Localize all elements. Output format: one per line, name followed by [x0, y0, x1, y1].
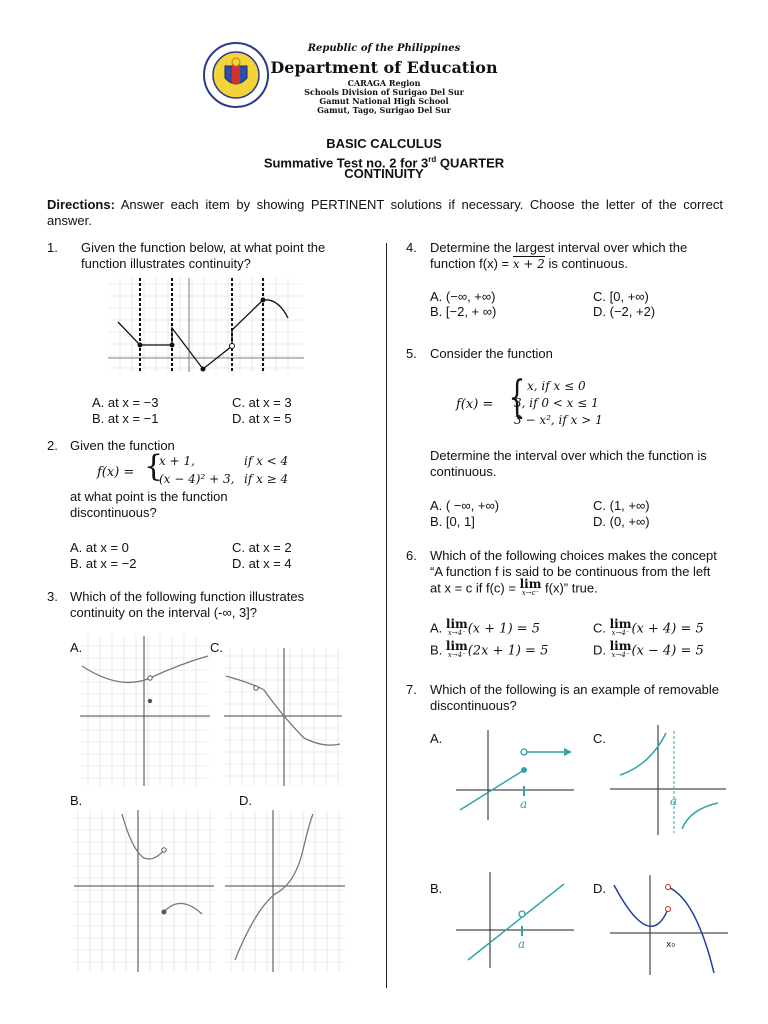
q7-b-label-a: a: [518, 937, 526, 951]
q3-option-b[interactable]: B.: [70, 793, 83, 808]
q5-piece-2: 3, if 0 < x ≤ 1: [514, 396, 599, 410]
republic-line: Republic of the Philippines: [307, 43, 461, 54]
q1-option-a[interactable]: A. at x = −3: [92, 395, 159, 410]
q7-graph-b: [456, 872, 574, 968]
q7-text: Which of the following is an example of removable discontinuous?: [430, 682, 720, 713]
address-line: Gamut, Tago, Surigao Del Sur: [317, 105, 451, 115]
q4-number: 4.: [406, 240, 417, 255]
department-name: Department of Education: [270, 58, 498, 77]
q1-option-b[interactable]: B. at x = −1: [92, 411, 159, 426]
q5-number: 5.: [406, 346, 417, 361]
q6-option-b[interactable]: B. lim x→4⁻ (2x + 1) = 5: [430, 639, 549, 659]
q5-option-d[interactable]: D. (0, +∞): [593, 514, 650, 529]
q2-option-d[interactable]: D. at x = 4: [232, 556, 292, 571]
q7-graph-d: [610, 875, 728, 975]
q2-cond-1: if x < 4: [244, 454, 289, 468]
q2-fx: f(x) =: [97, 465, 135, 480]
q7-option-c[interactable]: C.: [593, 731, 606, 746]
q1-graph: [108, 278, 304, 372]
q3-text: Which of the following function illustrates continuity on the interval (-∞, 3]?: [70, 589, 305, 620]
q3-graph-d: [225, 810, 345, 972]
q5-text-1: Consider the function: [430, 346, 553, 361]
subject-title: BASIC CALCULUS: [326, 136, 442, 151]
q3-option-c[interactable]: C.: [210, 640, 223, 655]
q4-option-b[interactable]: B. [−2, + ∞): [430, 304, 497, 319]
q2-option-b[interactable]: B. at x = −2: [70, 556, 137, 571]
q6-number: 6.: [406, 548, 417, 563]
q7-number: 7.: [406, 682, 417, 697]
q7-option-b[interactable]: B.: [430, 881, 443, 896]
q2-number: 2.: [47, 438, 58, 453]
q2-option-a[interactable]: A. at x = 0: [70, 540, 129, 555]
q1-option-d[interactable]: D. at x = 5: [232, 411, 292, 426]
q2-piece-1: x + 1,: [159, 454, 195, 468]
q7-x0-label: x₀: [666, 940, 675, 950]
q3-option-d[interactable]: D.: [239, 793, 252, 808]
q7-graph-c: [610, 725, 726, 835]
q5-fx: f(x) =: [456, 397, 494, 412]
q6-option-a[interactable]: A. lim x→4⁻ (x + 1) = 5: [430, 617, 541, 637]
q5-option-c[interactable]: C. (1, +∞): [593, 498, 650, 513]
q1-number: 1.: [47, 240, 58, 255]
q5-text-2: Determine the interval over which the function is continuous.: [430, 448, 707, 479]
school-line: Gamut National High School: [319, 96, 449, 106]
q4-option-c[interactable]: C. [0, +∞): [593, 289, 649, 304]
division-line: Schools Division of Surigao Del Sur: [304, 87, 464, 97]
q2-text-2: at what point is the function discontinuous?: [70, 489, 228, 520]
q4-text: Determine the largest interval over which the function f(x) = x + 2 is continuous.: [430, 240, 688, 271]
q5-piece-1: x, if x ≤ 0: [527, 379, 586, 393]
q5-option-b[interactable]: B. [0, 1]: [430, 514, 475, 529]
q2-brace: {: [144, 449, 164, 484]
q6-text: Which of the following choices makes the concept “A function f is said to be continuous from the left at x = c if f(c) = lim x→c⁻ f(x)” true.: [430, 548, 717, 597]
q7-option-a[interactable]: A.: [430, 731, 443, 746]
q5-brace: {: [508, 372, 526, 423]
q7-option-d[interactable]: D.: [593, 881, 606, 896]
q7-graph-a: [456, 730, 574, 820]
topic-title: CONTINUITY: [344, 166, 424, 181]
q7-c-label-a: a: [670, 794, 678, 808]
q6-option-d[interactable]: D. lim x→4⁻ (x − 4) = 5: [593, 639, 704, 659]
q7-a-label-a: a: [520, 797, 528, 811]
q1-option-c[interactable]: C. at x = 3: [232, 395, 292, 410]
directions: Directions: Answer each item by showing PERTINENT solutions if necessary. Choose the letter of the correct answer.: [47, 197, 723, 228]
q6-option-c[interactable]: C. lim x→4⁻ (x + 4) = 5: [593, 617, 704, 637]
q2-cond-2: if x ≥ 4: [244, 472, 289, 486]
q3-graph-a: [80, 636, 210, 786]
q2-piece-2: (x − 4)² + 3,: [159, 472, 235, 486]
q3-option-a[interactable]: A.: [70, 640, 83, 655]
test-title: Summative Test no. 2 for 3rd QUARTER: [263, 155, 505, 171]
q3-number: 3.: [47, 589, 58, 604]
q5-piece-3: 3 − x², if x > 1: [514, 413, 603, 427]
q1-text: Given the function below, at what point the function illustrates continuity?: [81, 240, 326, 271]
column-divider: [386, 243, 387, 988]
q4-option-d[interactable]: D. (−2, +2): [593, 304, 656, 319]
q2-text-1: Given the function: [70, 438, 175, 453]
q3-graph-b: [74, 810, 214, 972]
region-line: CARAGA Region: [347, 78, 421, 88]
q5-option-a[interactable]: A. ( −∞, +∞): [430, 498, 500, 513]
q2-option-c[interactable]: C. at x = 2: [232, 540, 292, 555]
q4-option-a[interactable]: A. (−∞, +∞): [430, 289, 496, 304]
q3-graph-c: [224, 648, 342, 786]
